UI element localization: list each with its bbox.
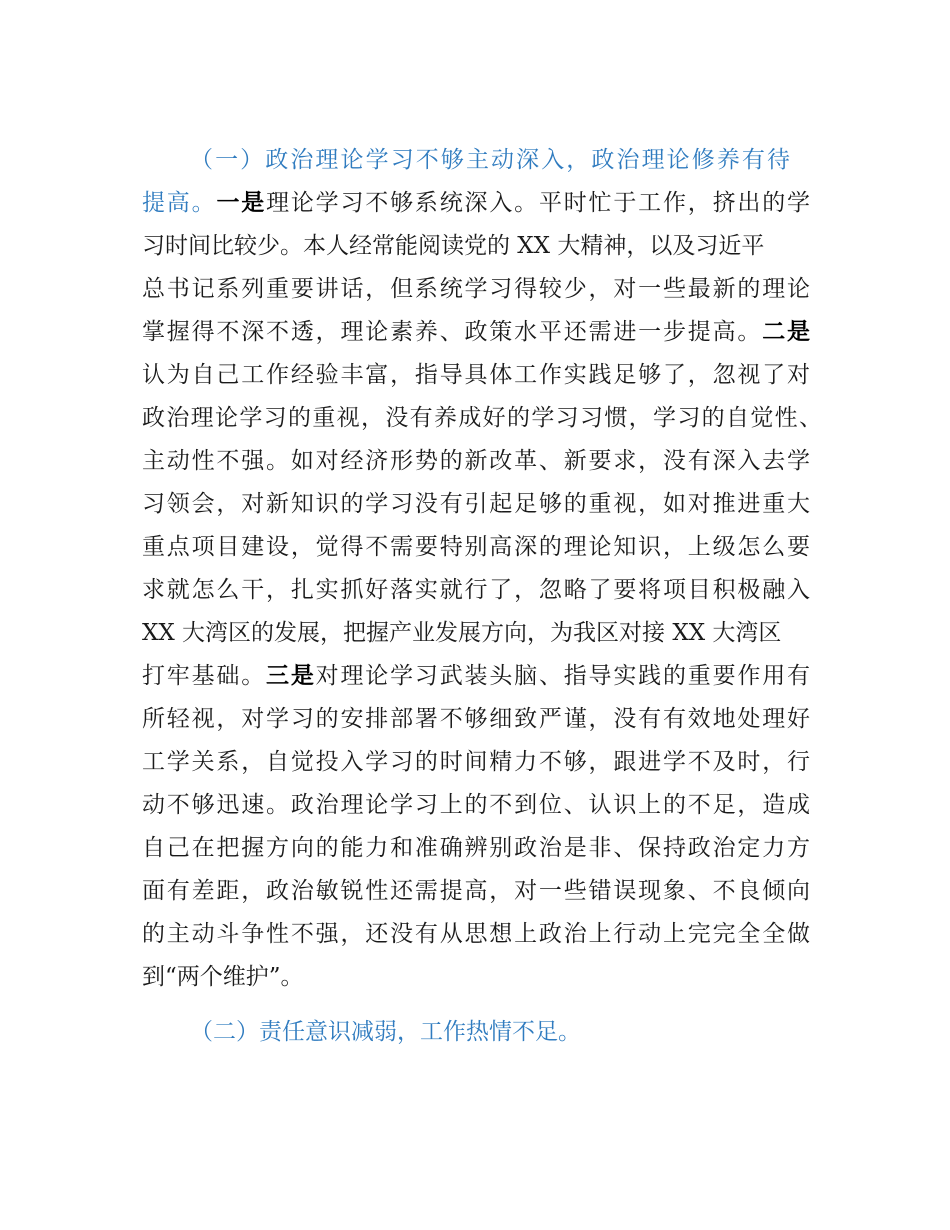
section-heading-line xyxy=(190,145,790,175)
heading-text: （一）政治理论学习不够主动深入，政治理论修养有待 xyxy=(190,147,790,173)
body-text: XX 大湾区的发展，把握产业发展方向，为我区对接 XX 大湾区 xyxy=(142,620,782,646)
body-text: 面有差距，政治敏锐性还需提高，对一些错误现象、不良倾向 xyxy=(142,878,810,904)
body-text: 重点项目建设，觉得不需要特别高深的理论知识，上级怎么要 xyxy=(142,534,810,560)
body-text: 掌握得不深不透，理论素养、政策水平还需进一步提高。 xyxy=(142,319,763,345)
body-text: 自己在把握方向的能力和准确辨别政治是非、保持政治定力方 xyxy=(142,835,810,861)
paragraph-line xyxy=(142,962,304,992)
paragraph-line xyxy=(142,704,810,734)
body-text: 的主动斗争性不强，还没有从思想上政治上行动上完完全全做 xyxy=(142,921,810,947)
heading-text: （二）责任意识减弱，工作热情不足。 xyxy=(190,1019,581,1045)
paragraph-line xyxy=(142,618,781,648)
paragraph-line xyxy=(142,575,810,605)
paragraph-line xyxy=(142,360,810,390)
body-text: 工学关系，自觉投入学习的时间精力不够，跟进学不及时，行 xyxy=(142,749,810,775)
paragraph-line xyxy=(142,919,810,949)
body-text: 政治理论学习的重视，没有养成好的学习习惯，学习的自觉性、 xyxy=(142,405,822,431)
body-text: 到“两个维护”。 xyxy=(142,964,304,990)
paragraph-line xyxy=(142,274,810,304)
body-text: 习领会，对新知识的学习没有引起足够的重视，如对推进重大 xyxy=(142,491,810,517)
emphasis-text: 二是 xyxy=(762,318,811,345)
paragraph-line xyxy=(142,790,810,820)
paragraph-line xyxy=(142,489,810,519)
body-text: 所轻视，对学习的安排部署不够细致严谨，没有有效地处理好 xyxy=(142,706,810,732)
emphasis-text: 一是 xyxy=(216,189,267,216)
heading-text: 提高。 xyxy=(142,190,217,216)
body-text: 求就怎么干，扎实抓好落实就行了，忽略了要将项目积极融入 xyxy=(142,577,810,603)
body-text: 动不够迅速。政治理论学习上的不到位、认识上的不足，造成 xyxy=(142,792,810,818)
body-text: 主动性不强。如对经济形势的新改革、新要求，没有深入去学 xyxy=(142,448,810,474)
section-heading-line xyxy=(190,1017,790,1047)
body-text: 认为自己工作经验丰富，指导具体工作实践足够了，忽视了对 xyxy=(142,362,810,388)
paragraph-line xyxy=(142,317,810,347)
body-text: 打牢基础。 xyxy=(142,663,267,689)
paragraph-line xyxy=(142,532,810,562)
body-text: 总书记系列重要讲话，但系统学习得较少，对一些最新的理论 xyxy=(142,276,810,302)
paragraph-line xyxy=(142,188,810,218)
body-text: 理论学习不够系统深入。平时忙于工作，挤出的学 xyxy=(266,190,811,216)
body-text: 习时间比较少。本人经常能阅读党的 XX 大精神，以及习近平 xyxy=(142,233,765,259)
paragraph-line xyxy=(142,403,822,433)
paragraph-line xyxy=(142,661,810,691)
body-text: 对理论学习武装头脑、指导实践的重要作用有 xyxy=(315,663,811,689)
paragraph-line xyxy=(142,833,810,863)
paragraph-line xyxy=(142,747,810,777)
paragraph-line xyxy=(142,231,764,261)
paragraph-line xyxy=(142,446,810,476)
paragraph-line xyxy=(142,876,810,906)
emphasis-text: 三是 xyxy=(266,662,316,689)
